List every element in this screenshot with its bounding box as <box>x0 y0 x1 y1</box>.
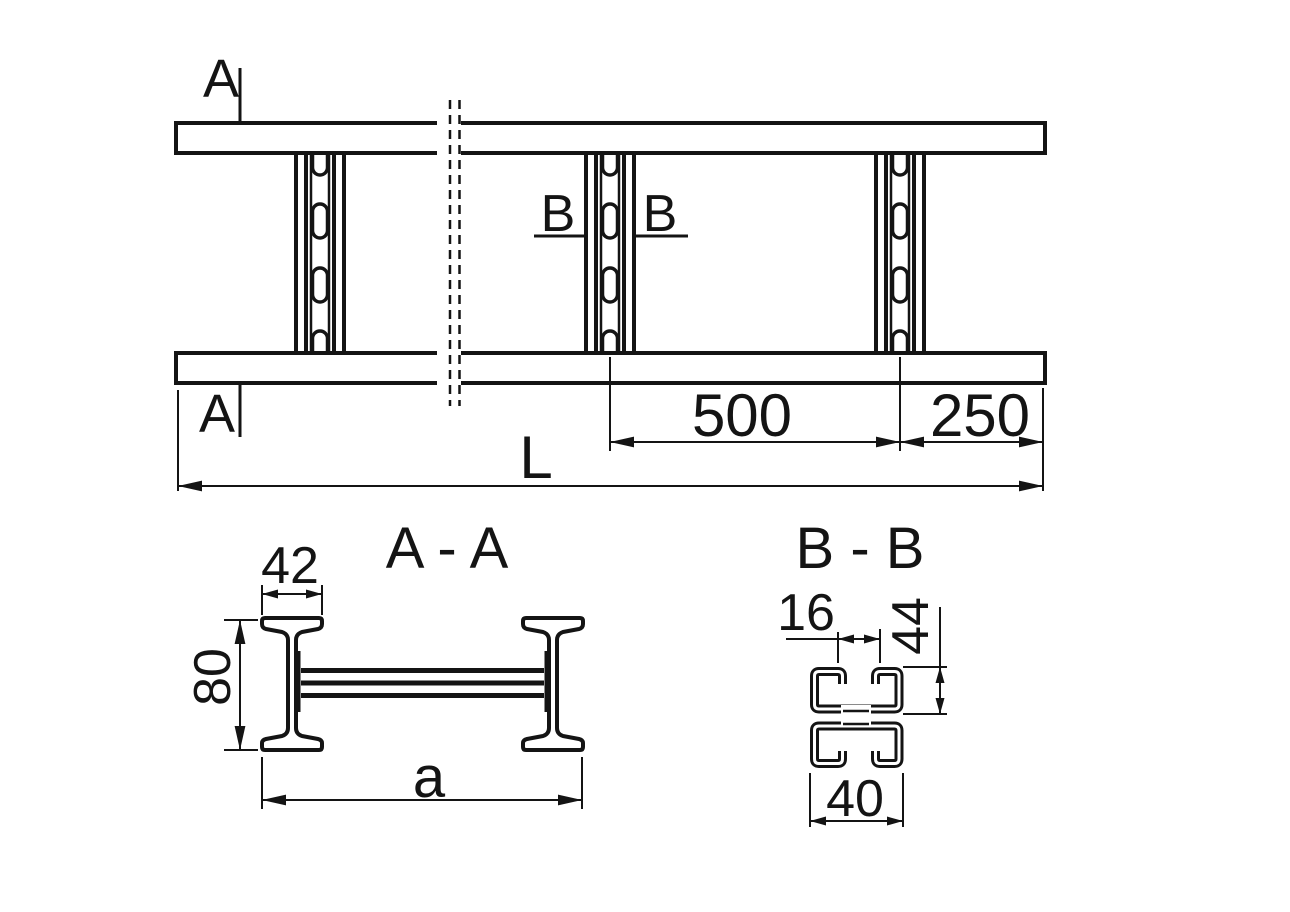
dim-40-label: 40 <box>826 770 884 828</box>
dimension-slot-opening <box>777 584 880 663</box>
dimension-channel-height <box>882 597 947 714</box>
section-aa-title: A - A <box>385 516 509 581</box>
top-view <box>176 49 1045 491</box>
section-bb-title: B - B <box>795 516 925 581</box>
aa-rung-lines <box>301 671 544 696</box>
dim-250-label: 250 <box>929 382 1031 449</box>
dim-16-label: 16 <box>777 584 835 642</box>
rung-right <box>876 141 924 365</box>
cut-marker-b-right <box>635 185 688 243</box>
bb-joint-detail <box>841 705 871 727</box>
section-a-a <box>184 516 583 810</box>
dim-44-label: 44 <box>882 597 940 655</box>
cut-label-a-top: A <box>202 49 240 109</box>
dim-L-label: L <box>519 424 553 491</box>
cut-marker-a-top <box>203 49 240 123</box>
cut-label-b-right: B <box>642 185 678 243</box>
section-b-b <box>777 516 947 828</box>
dimension-flange-width <box>261 537 322 615</box>
bb-channel-bottom <box>815 726 900 764</box>
rung-left <box>296 141 344 365</box>
dim-42-label: 42 <box>261 537 319 595</box>
break-lines <box>437 100 461 406</box>
cut-marker-a-bottom <box>199 383 240 444</box>
bb-channel-top <box>815 672 900 710</box>
dimension-profile-height <box>184 620 258 750</box>
dimension-end-spacing <box>900 382 1043 451</box>
dimension-channel-width <box>810 770 903 828</box>
dim-a-label: a <box>412 745 446 810</box>
cut-label-a-bottom: A <box>198 384 236 444</box>
rail-top <box>176 123 1045 153</box>
rung-middle <box>586 141 634 365</box>
dim-80-label: 80 <box>184 648 242 706</box>
dim-500-label: 500 <box>691 382 793 449</box>
dimension-outer-width <box>262 745 582 810</box>
cut-label-b-left: B <box>540 185 576 243</box>
cut-marker-b-left <box>534 185 586 243</box>
